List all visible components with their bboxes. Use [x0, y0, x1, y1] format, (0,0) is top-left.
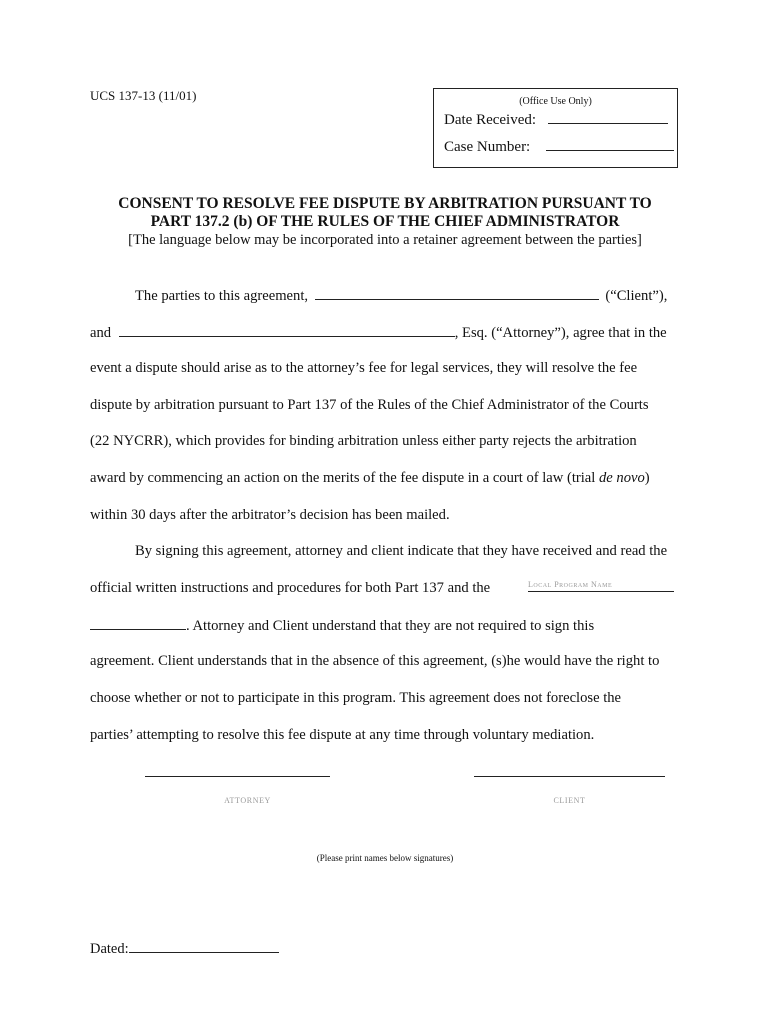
form-title-line1: CONSENT TO RESOLVE FEE DISPUTE BY ARBITRATION PURSUANT TO: [118, 195, 652, 212]
body-line-8: By signing this agreement, attorney and client indicate that they have received and read the: [135, 543, 668, 559]
body-text: (“Client”),: [605, 288, 668, 304]
body-text: . Attorney and Client understand that they are not required to sign this: [186, 618, 595, 634]
body-text: ): [644, 470, 650, 486]
client-name-field[interactable]: [315, 287, 599, 300]
body-line-9: official written instructions and procedures for both Part 137 and the: [90, 580, 491, 596]
case-number-row: [444, 137, 674, 156]
body-line-10: [90, 617, 594, 635]
body-line-3: event a dispute should arise as to the attorney’s fee for legal services, they will resolve the fee: [90, 360, 638, 376]
dated-label: Dated:: [90, 941, 129, 957]
attorney-name-field[interactable]: [119, 324, 455, 337]
date-received-field[interactable]: [548, 110, 668, 124]
program-name-continuation-field[interactable]: [90, 617, 186, 630]
body-line-7: within 30 days after the arbitrator’s decision has been mailed.: [90, 507, 450, 523]
office-use-box: [433, 88, 678, 168]
client-signature-line[interactable]: [474, 776, 665, 777]
body-line-11: agreement. Client understands that in the absence of this agreement, (s)he would have the right to: [90, 653, 660, 669]
print-names-note: (Please print names below signatures): [316, 853, 454, 863]
dated-row: [90, 940, 279, 958]
office-use-title: (Office Use Only): [519, 96, 592, 107]
body-text: award by commencing an action on the merits of the fee dispute in a court of law (trial: [90, 470, 596, 486]
client-label: CLIENT: [553, 796, 586, 805]
dated-field[interactable]: [129, 940, 279, 953]
body-text: The parties to this agreement,: [135, 288, 309, 304]
form-title-line2: PART 137.2 (b) OF THE RULES OF THE CHIEF ADMINISTRATOR: [150, 213, 620, 230]
form-number: UCS 137-13 (11/01): [90, 88, 197, 103]
body-text: , Esq. (“Attorney”), agree that in the: [454, 325, 667, 341]
body-text: and: [90, 325, 112, 341]
case-number-label: Case Number:: [444, 139, 531, 155]
body-line-13: parties’ attempting to resolve this fee dispute at any time through voluntary mediation.: [90, 727, 595, 743]
body-line-5: (22 NYCRR), which provides for binding arbitration unless either party rejects the arbitration: [90, 433, 637, 449]
body-line-1: [135, 287, 667, 305]
body-line-6: [90, 470, 650, 487]
form-subtitle: [The language below may be incorporated into a retainer agreement between the parties]: [128, 232, 642, 248]
body-line-4: dispute by arbitration pursuant to Part 137 of the Rules of the Chief Administrator of the Courts: [90, 397, 649, 413]
attorney-label: ATTORNEY: [224, 796, 271, 805]
local-program-name-field[interactable]: Local Program Name: [528, 580, 674, 592]
date-received-label: Date Received:: [444, 112, 537, 128]
body-italic-text: de novo: [599, 470, 645, 486]
attorney-signature-line[interactable]: [145, 776, 330, 777]
case-number-field[interactable]: [546, 137, 674, 151]
body-line-2: [90, 324, 667, 342]
date-received-row: [444, 110, 668, 129]
body-line-12: choose whether or not to participate in this program. This agreement does not foreclose the: [90, 690, 622, 706]
